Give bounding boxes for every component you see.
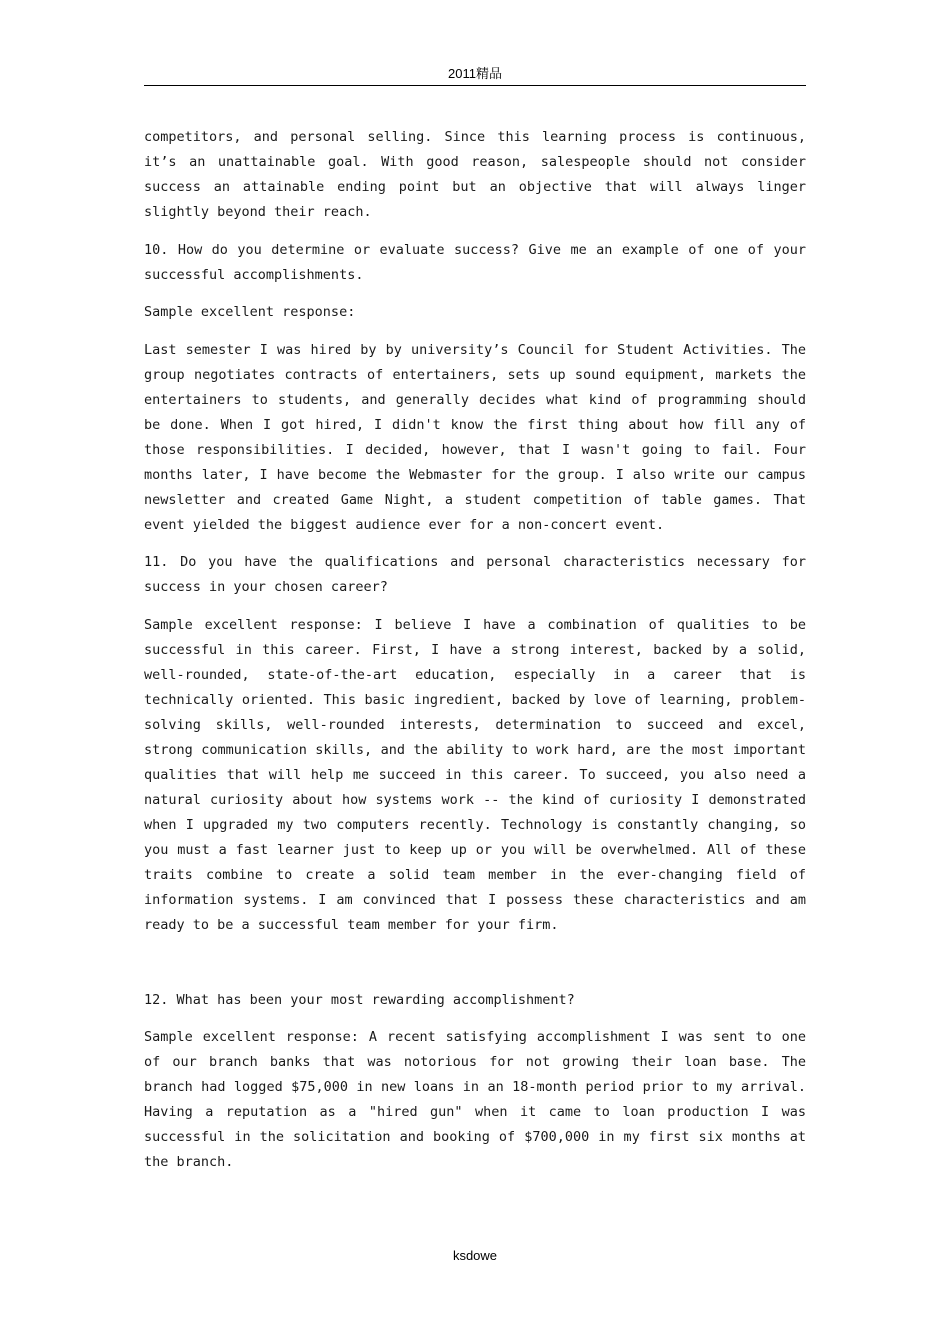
question-12: 12. What has been your most rewarding accomplishment? — [144, 991, 575, 1008]
question-11: 11. Do you have the qualifications and personal characteristics necessary for success in your chosen career? — [144, 554, 806, 595]
header-rule — [144, 85, 806, 86]
page-header: 2011精品 — [448, 66, 502, 81]
answer-12: Sample excellent response: A recent satisfying accomplishment I was sent to one of our branch banks that was notorious for not growing their loan base. The branch had logged $75,000 in new loans in an 18-month period prior to my arrival. Having a reputation as a "hired gun" when it came to loan production I was successful in the solicitation and booking of $700,000 in my first six months at the branch. — [144, 1029, 806, 1170]
page-body — [144, 125, 806, 1188]
answer-10: Last semester I was hired by by university’s Council for Student Activities. The group negotiates contracts of entertainers, sets up sound equipment, markets the entertainers to students, and generally decides what kind of programming should be done. When I got hired, I didn't know the first thing about how fill any of those responsibilities. I decided, however, that I wasn't going to fail. Four months later, I have become the Webmaster for the group. I also write our campus newsletter and created Game Night, a student competition of table games. That event yielded the biggest audience ever for a non-concert event. — [144, 341, 806, 533]
answer-11: Sample excellent response: I believe I have a combination of qualities to be successful in this career. First, I have a strong interest, backed by a solid, well-rounded, state-of-the-art education, especially in a career that is technically oriented. This basic ingredient, backed by love of learning, problem-solving skills, well-rounded interests, determination to succeed and excel, strong communication skills, and the ability to work hard, are the most important qualities that will help me succeed in this career. To succeed, you also need a natural curiosity about how systems work -- the kind of curiosity I demonstrated when I upgraded my two computers recently. Technology is constantly changing, so you must a fast learner just to keep up or you will be overwhelmed. All of these traits combine to create a solid team member in the ever-changing field of information systems. I am convinced that I possess these characteristics and am ready to be a successful team member for your firm. — [144, 616, 806, 933]
page-footer: ksdowe — [452, 1248, 498, 1263]
question-10: 10. How do you determine or evaluate success? Give me an example of one of your successful accomplishments. — [144, 241, 806, 283]
paragraph-continuation: competitors, and personal selling. Since this learning process is continuous, it’s an unattainable goal. With good reason, salespeople should not consider success an attainable ending point but an objective that will always linger slightly beyond their reach. — [144, 129, 806, 220]
sample-response-label: Sample excellent response: — [144, 304, 356, 320]
